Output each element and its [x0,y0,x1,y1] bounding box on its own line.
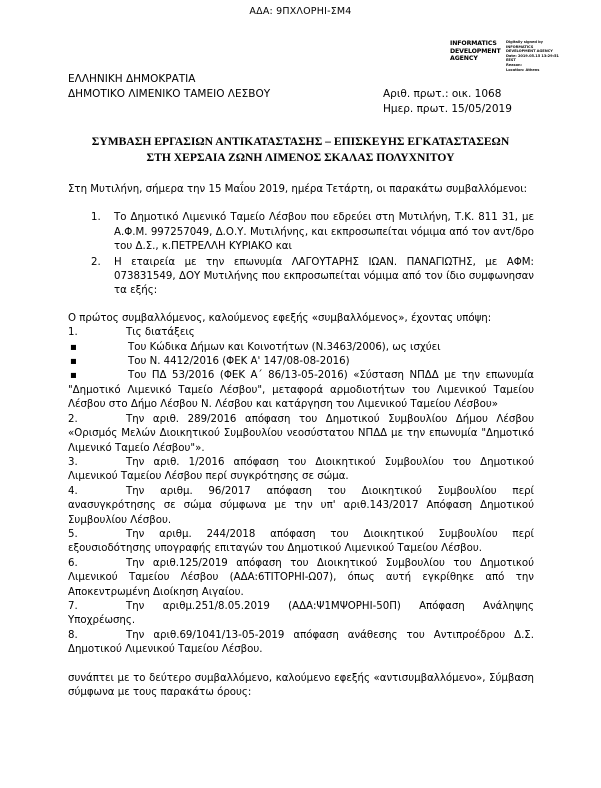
list-item [68,413,534,456]
considerations-list [68,326,534,657]
consideration-text: Την αριθμ. 244/2018 απόφαση του Διοικητικού Συμβουλίου περί εξουσιοδότησης υπογραφής επιταγών του Δημοτικού Λιμενικού Ταμείου Λέσβου. [68,528,534,555]
list-item [68,326,534,340]
signature-agency-name: INFORMATICS DEVELOPMENT AGENCY [450,40,501,63]
considerations-intro: Ο πρώτος συμβαλλόμενος, καλούμενος εφεξής «συμβαλλόμενος», έχοντας υπόψη: [68,312,492,324]
party-number: 2. [91,256,101,268]
signature-detail-line: EEST [506,58,516,63]
consideration-marker: ▪ [70,341,77,353]
page-title-line-1: ΣΥΜΒΑΣΗ ΕΡΓΑΣΙΩΝ ΑΝΤΙΚΑΤΑΣΤΑΣΗΣ – ΕΠΙΣΚΕΥΗΣ ΕΓΚΑΤΑΣΤΑΣΕΩΝ [91,135,510,148]
signature-detail-line: INFORMATICS [506,44,534,49]
protocol-date: Ημερ. πρωτ. 15/05/2019 [383,103,512,115]
intro-paragraph: Στη Μυτιλήνη, σήμερα την 15 Μαΐου 2019, ημέρα Τετάρτη, οι παρακάτω συμβαλλόμενοι: [68,184,528,195]
list-item [68,557,534,600]
consideration-text: Την αριθ.125/2019 απόφαση του Διοικητικού Συμβουλίου του Δημοτικού Λιμενικού Ταμείου Λέσβου (ΑΔΑ:6ΤΙΤΟΡΗΙ-Ω07), όπως αυτή εγκρίθηκε από την Αποκεντρωμένη Διοίκηση Αιγαίου. [68,557,534,598]
protocol-block [383,87,512,117]
ada-header-code: ΑΔΑ: 9ΠΧΛΟΡΗΙ-ΣΜ4 [249,6,352,17]
consideration-text: Τις διατάξεις [126,327,195,339]
list-item [68,369,534,412]
consideration-text: Την αριθ. 289/2016 απόφαση του Δημοτικού Συμβουλίου Δήμου Λέσβου «Ορισμός Μελών Διοικητικού Συμβουλίου νεοσύστατου ΝΠΔΔ με την επωνυμία "Δημοτικό Λιμενικό Ταμείο Λέσβου"». [68,413,534,454]
consideration-marker: 5. [68,528,78,540]
contracting-parties-list [68,211,534,298]
issuing-authority-block [68,72,270,102]
signature-detail-line: Reason: [506,62,522,67]
consideration-marker: ▪ [70,370,77,382]
authority-line-republic: ΕΛΛΗΝΙΚΗ ΔΗΜΟΚΡΑΤΙΑ [68,73,196,85]
closing-paragraph: συνάπτει με το δεύτερο συμβαλλόμενο, καλούμενο εφεξής «αντισυμβαλλόμενο», Σύμβαση σύμφωνα με τους παρακάτω όρους: [68,672,534,698]
list-item [68,256,534,299]
list-item [68,528,534,557]
list-item [68,629,534,658]
consideration-text: Του Κώδικα Δήμων και Κοινοτήτων (Ν.3463/2006), ως ισχύει [128,341,441,353]
consideration-marker: 2. [68,413,78,425]
consideration-text: Την αριθ. 1/2016 απόφαση του Διοικητικού Συμβουλίου του Δημοτικού Λιμενικού Ταμείου Λέσβου περί συγκρότησης σε σώμα. [68,456,534,483]
consideration-marker: ▪ [70,356,77,368]
consideration-marker: 1. [68,327,78,339]
page-title-line-2: ΣΤΗ ΧΕΡΣΑΙΑ ΖΩΝΗ ΛΙΜΕΝΟΣ ΣΚΑΛΑΣ ΠΟΛΥΧΝΙΤΟΥ [146,150,455,164]
document-body [68,183,534,700]
signature-detail-line: DEVELOPMENT AGENCY [506,49,553,54]
list-item [68,600,534,629]
signature-detail-line: Location: Athens [506,67,540,72]
consideration-text: Την αριθμ.251/8.05.2019 (ΑΔΑ:Ψ1ΜΨΟΡΗΙ-50Π) Απόφαση Ανάληψης Υποχρέωσης. [68,600,534,627]
party-number: 1. [91,212,101,224]
list-item [68,355,534,369]
signature-detail-line: Digitally signed by [506,40,543,44]
consideration-text: Του Ν. 4412/2016 (ΦΕΚ Α' 147/08-08-2016) [128,356,350,368]
digital-signature-stamp [450,40,598,72]
signature-details [506,40,594,72]
consideration-marker: 4. [68,485,78,497]
consideration-text: Του ΠΔ 53/2016 (ΦΕΚ Α΄ 86/13-05-2016) «Σύσταση ΝΠΔΔ με την επωνυμία "Δημοτικό Λιμενικό Ταμείο Λέσβου", μεταφορά αρμοδιοτήτων του Λιμενικού Ταμείου Λέσβου στο Δήμο Λέσβου Ν. Λέσβου και κατάργηση του Λιμενικού Ταμείου Λέσβου» [68,370,534,411]
signature-detail-line: Date: 2019.05.15 13:29:51 [506,53,559,58]
consideration-text: Την αριθμ. 96/2017 απόφαση του Διοικητικού Συμβουλίου περί ανασυγκρότησης σε σώμα σύμφωνα με την υπ' αριθ.143/2017 Απόφαση Δημοτικού Συμβουλίου Λέσβου. [68,485,534,526]
list-item [68,341,534,355]
consideration-marker: 3. [68,456,78,468]
list-item [68,485,534,528]
page-title [56,134,545,165]
authority-line-organization: ΔΗΜΟΤΙΚΟ ΛΙΜΕΝΙΚΟ ΤΑΜΕΙΟ ΛΕΣΒΟΥ [68,88,271,100]
list-item [68,211,534,254]
consideration-text: Την αριθ.69/1041/13-05-2019 απόφαση ανάθεσης του Αντιπροέδρου Δ.Σ. Δημοτικού Λιμενικού Ταμείου Λέσβου. [68,629,534,656]
consideration-marker: 6. [68,557,78,569]
list-item [68,456,534,485]
party-text: Το Δημοτικό Λιμενικό Ταμείο Λέσβου που εδρεύει στη Μυτιλήνη, Τ.Κ. 811 31, με Α.Φ.Μ. 997257049, Δ.Ο.Υ. Μυτιλήνης, και εκπροσωπείται νόμιμα από τον αντ/δρο του Δ.Σ., κ.ΠΕΤΡΕΛΛΗ ΚΥΡΙΑΚΟ και [114,212,534,253]
consideration-marker: 8. [68,629,78,641]
protocol-number: Αριθ. πρωτ.: οικ. 1068 [383,88,502,100]
consideration-marker: 7. [68,600,78,612]
party-text: Η εταιρεία με την επωνυμία ΛΑΓΟΥΤΑΡΗΣ ΙΩΑΝ. ΠΑΝΑΓΙΩΤΗΣ, με ΑΦΜ: 073831549, ΔΟΥ Μυτιλήνης που εκπροσωπείται νόμιμα από τον ίδιο συμφωνησαν τα εξής: [114,256,534,297]
